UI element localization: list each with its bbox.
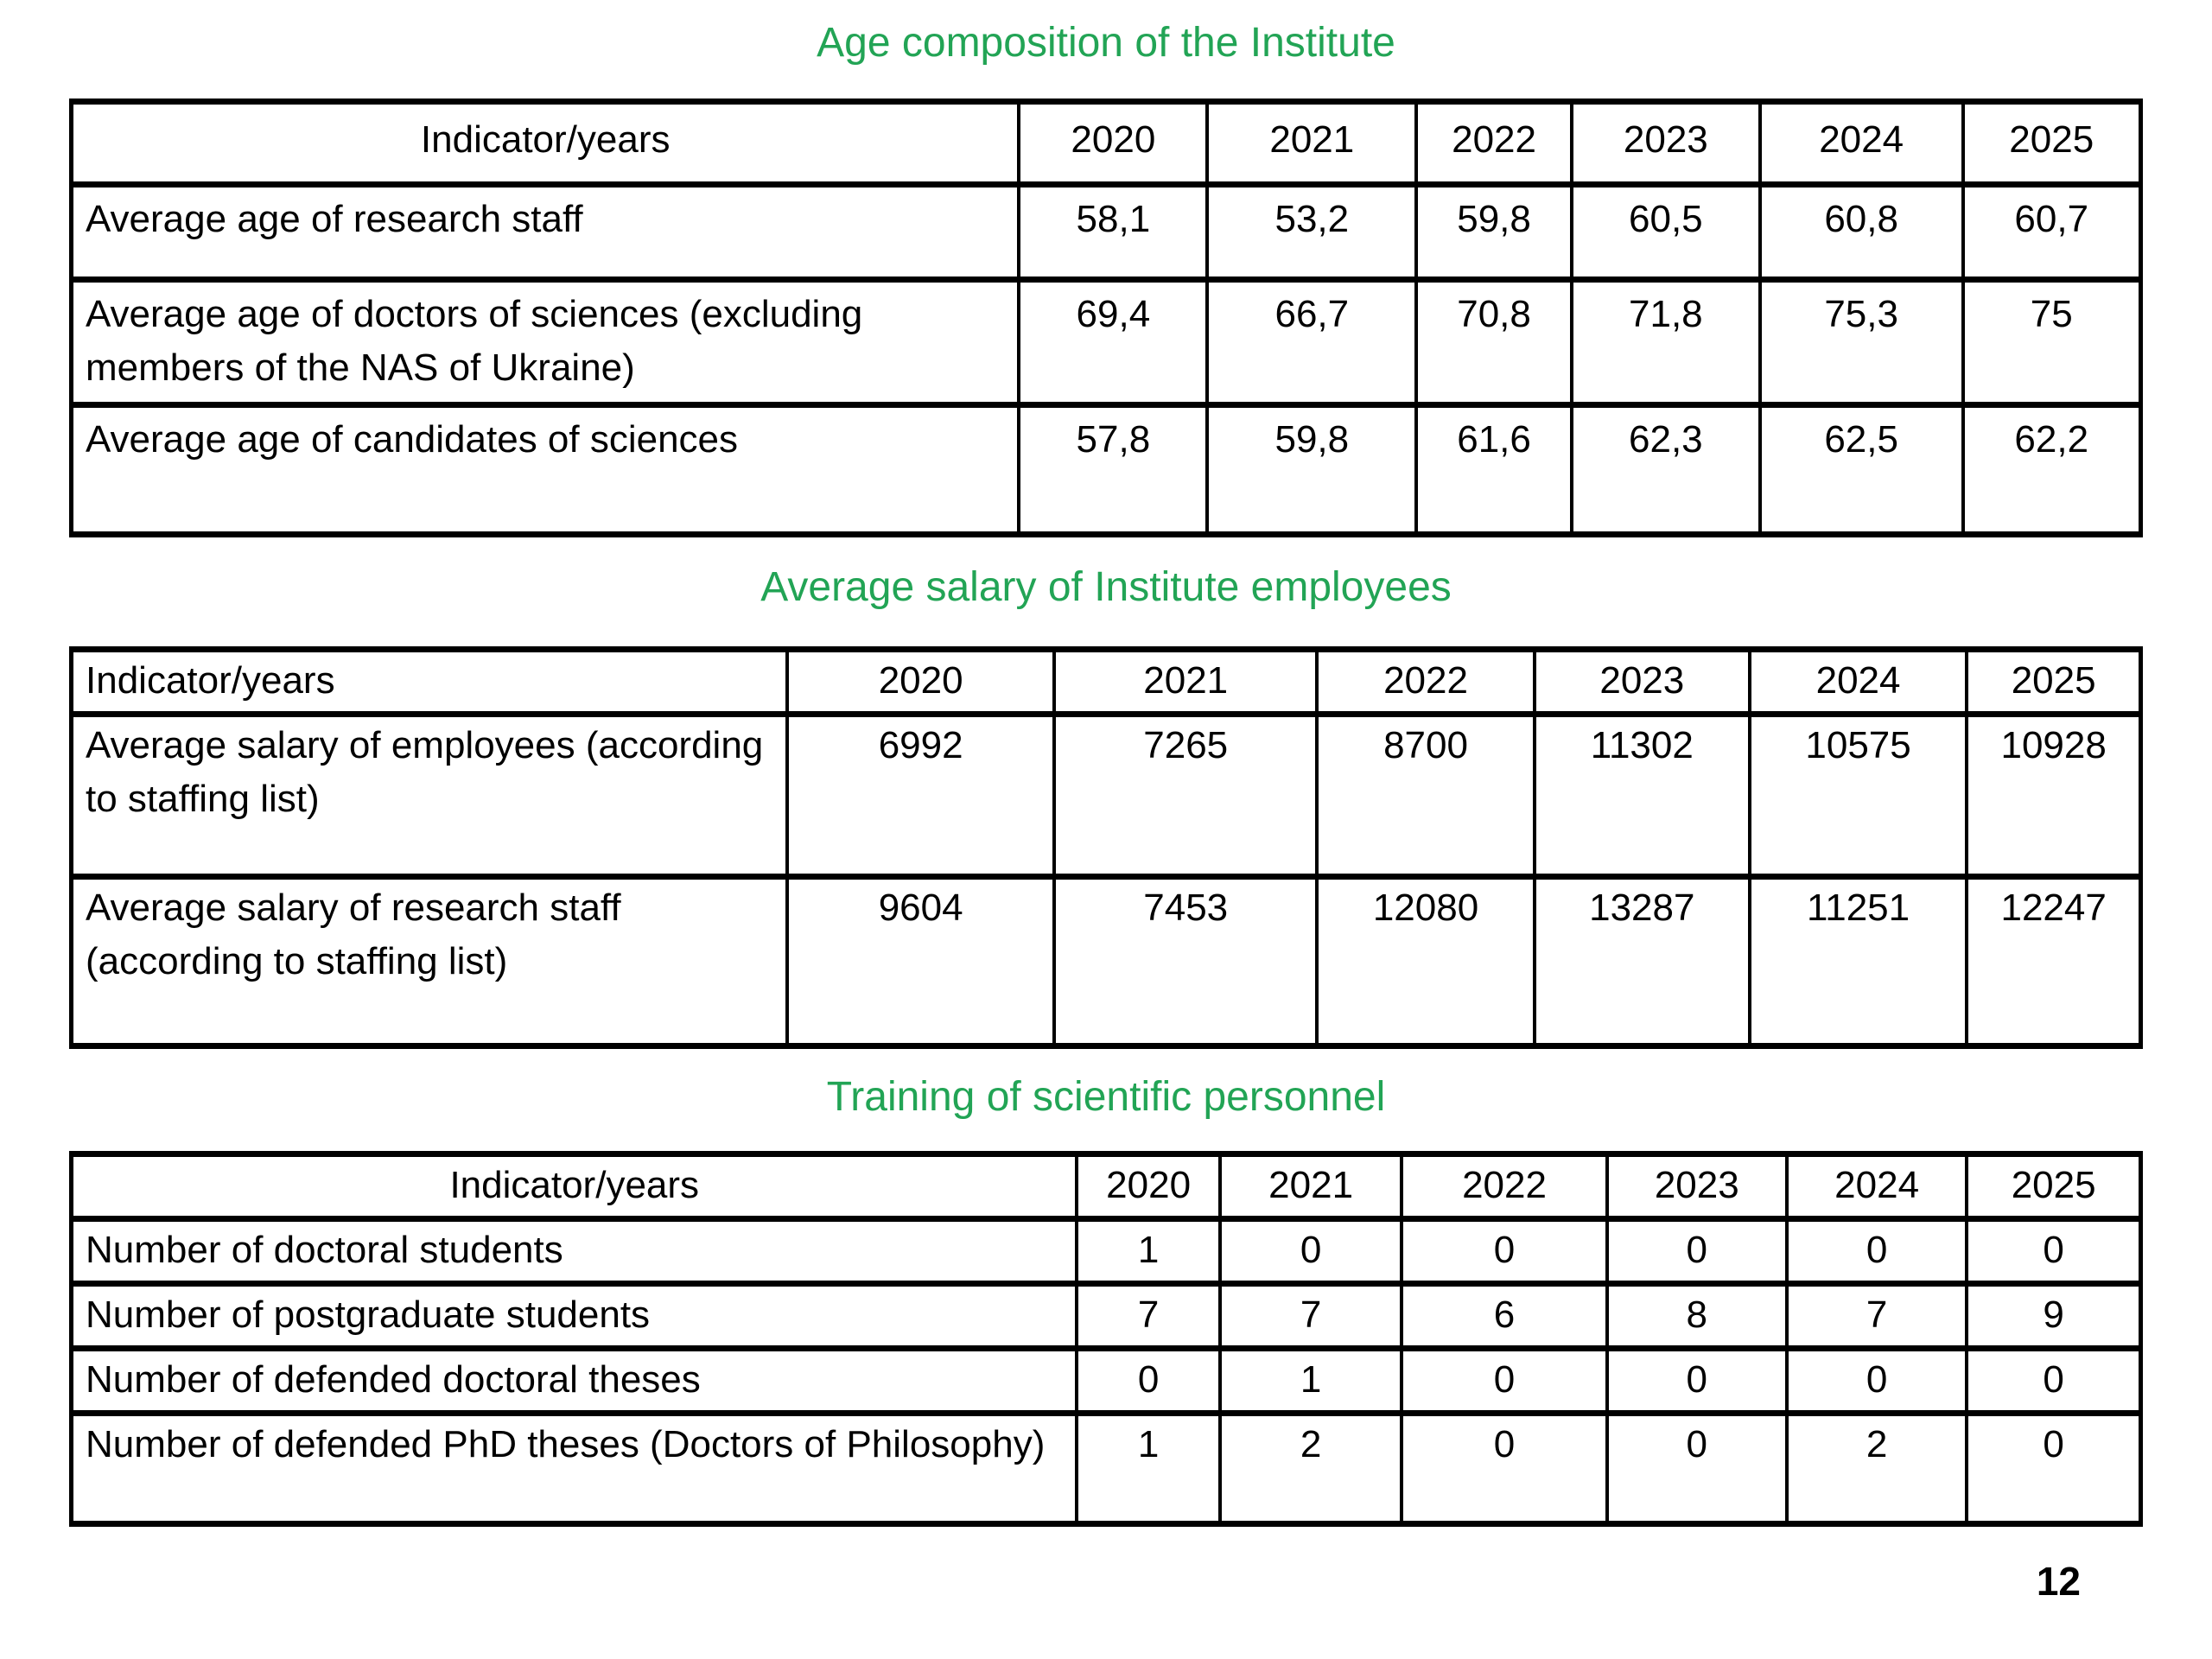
cell-value: 0 [1967, 1414, 2140, 1524]
cell-value: 59,8 [1416, 185, 1572, 280]
row-label: Average age of research staff [72, 185, 1020, 280]
cell-value: 0 [1607, 1349, 1787, 1414]
section-title-training-personnel: Training of scientific personnel [826, 1074, 1386, 1120]
table-row [72, 1284, 2141, 1349]
column-header-year-2024: 2024 [1750, 650, 1967, 715]
training-personnel-table [69, 1151, 2143, 1527]
cell-value: 62,2 [1963, 405, 2141, 535]
column-header-indicator-years: Indicator/years [72, 1154, 1077, 1219]
cell-value: 7265 [1054, 715, 1317, 877]
cell-value: 7 [1787, 1284, 1967, 1349]
cell-value: 53,2 [1207, 185, 1416, 280]
cell-value: 2 [1220, 1414, 1402, 1524]
cell-value: 0 [1967, 1219, 2140, 1284]
cell-value: 69,4 [1019, 280, 1207, 405]
cell-value: 1 [1220, 1349, 1402, 1414]
row-label: Average salary of employees (according to staffing list) [72, 715, 788, 877]
cell-value: 0 [1607, 1219, 1787, 1284]
cell-value: 11251 [1750, 877, 1967, 1046]
cell-value: 75 [1963, 280, 2141, 405]
column-header-year-2025: 2025 [1967, 650, 2140, 715]
column-header-year-2024: 2024 [1760, 102, 1963, 185]
cell-value: 6992 [787, 715, 1054, 877]
column-header-year-2024: 2024 [1787, 1154, 1967, 1219]
average-salary-table [69, 646, 2143, 1049]
table-row [72, 405, 2141, 535]
column-header-year-2021: 2021 [1207, 102, 1416, 185]
cell-value: 7453 [1054, 877, 1317, 1046]
row-label: Number of postgraduate students [72, 1284, 1077, 1349]
cell-value: 70,8 [1416, 280, 1572, 405]
cell-value: 0 [1607, 1414, 1787, 1524]
table-row [72, 715, 2141, 877]
table-header-row [72, 650, 2141, 715]
cell-value: 59,8 [1207, 405, 1416, 535]
cell-value: 8700 [1317, 715, 1534, 877]
cell-value: 0 [1077, 1349, 1219, 1414]
cell-value: 62,5 [1760, 405, 1963, 535]
table-row [72, 280, 2141, 405]
cell-value: 7 [1220, 1284, 1402, 1349]
cell-value: 0 [1402, 1414, 1606, 1524]
age-composition-table [69, 99, 2143, 537]
row-label: Average age of doctors of sciences (excluding members of the NAS of Ukraine) [72, 280, 1020, 405]
cell-value: 12247 [1967, 877, 2140, 1046]
page-number: 12 [2036, 1559, 2081, 1604]
column-header-year-2025: 2025 [1967, 1154, 2140, 1219]
table-row [72, 1219, 2141, 1284]
cell-value: 1 [1077, 1219, 1219, 1284]
column-header-year-2023: 2023 [1607, 1154, 1787, 1219]
row-label: Average age of candidates of sciences [72, 405, 1020, 535]
column-header-year-2022: 2022 [1402, 1154, 1606, 1219]
cell-value: 58,1 [1019, 185, 1207, 280]
column-header-year-2022: 2022 [1416, 102, 1572, 185]
column-header-year-2020: 2020 [1077, 1154, 1219, 1219]
cell-value: 9 [1967, 1284, 2140, 1349]
cell-value: 11302 [1535, 715, 1750, 877]
column-header-year-2025: 2025 [1963, 102, 2141, 185]
column-header-year-2020: 2020 [1019, 102, 1207, 185]
cell-value: 6 [1402, 1284, 1606, 1349]
section-title-age-composition: Age composition of the Institute [817, 20, 1395, 66]
column-header-indicator-years: Indicator/years [72, 102, 1020, 185]
row-label: Number of doctoral students [72, 1219, 1077, 1284]
table-row [72, 185, 2141, 280]
cell-value: 8 [1607, 1284, 1787, 1349]
cell-value: 0 [1220, 1219, 1402, 1284]
table-row [72, 1349, 2141, 1414]
section-title-average-salary: Average salary of Institute employees [760, 564, 1452, 610]
row-label: Number of defended PhD theses (Doctors of Philosophy) [72, 1414, 1077, 1524]
column-header-year-2021: 2021 [1054, 650, 1317, 715]
cell-value: 0 [1787, 1349, 1967, 1414]
column-header-year-2023: 2023 [1572, 102, 1760, 185]
cell-value: 60,8 [1760, 185, 1963, 280]
cell-value: 75,3 [1760, 280, 1963, 405]
cell-value: 10928 [1967, 715, 2140, 877]
column-header-indicator-years: Indicator/years [72, 650, 788, 715]
column-header-year-2020: 2020 [787, 650, 1054, 715]
cell-value: 7 [1077, 1284, 1219, 1349]
cell-value: 9604 [787, 877, 1054, 1046]
table-header-row [72, 1154, 2141, 1219]
page-content [69, 0, 2143, 1606]
cell-value: 66,7 [1207, 280, 1416, 405]
cell-value: 2 [1787, 1414, 1967, 1524]
row-label: Number of defended doctoral theses [72, 1349, 1077, 1414]
cell-value: 10575 [1750, 715, 1967, 877]
cell-value: 0 [1402, 1219, 1606, 1284]
cell-value: 1 [1077, 1414, 1219, 1524]
cell-value: 0 [1402, 1349, 1606, 1414]
cell-value: 62,3 [1572, 405, 1760, 535]
table-header-row [72, 102, 2141, 185]
column-header-year-2023: 2023 [1535, 650, 1750, 715]
table-row [72, 877, 2141, 1046]
cell-value: 61,6 [1416, 405, 1572, 535]
cell-value: 57,8 [1019, 405, 1207, 535]
cell-value: 0 [1967, 1349, 2140, 1414]
row-label: Average salary of research staff (according to staffing list) [72, 877, 788, 1046]
cell-value: 0 [1787, 1219, 1967, 1284]
table-row [72, 1414, 2141, 1524]
cell-value: 60,5 [1572, 185, 1760, 280]
cell-value: 60,7 [1963, 185, 2141, 280]
column-header-year-2021: 2021 [1220, 1154, 1402, 1219]
column-header-year-2022: 2022 [1317, 650, 1534, 715]
cell-value: 12080 [1317, 877, 1534, 1046]
cell-value: 71,8 [1572, 280, 1760, 405]
cell-value: 13287 [1535, 877, 1750, 1046]
